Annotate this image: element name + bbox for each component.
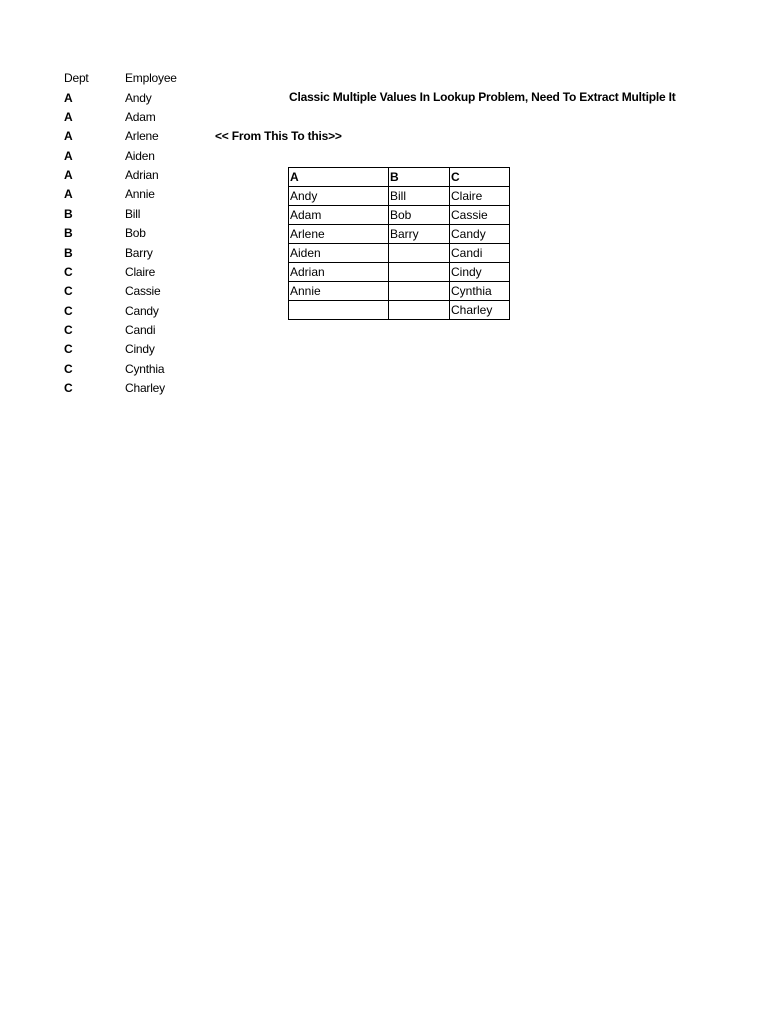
employee-cell: Bob [125, 226, 146, 240]
result-header-cell: C [450, 168, 510, 187]
problem-headline: Classic Multiple Values In Lookup Problem, Need To Extract Multiple It [289, 90, 676, 104]
result-cell: Claire [450, 187, 510, 206]
source-row [64, 379, 205, 398]
dept-cell: A [64, 91, 73, 105]
result-cell: Candi [450, 244, 510, 263]
dept-cell: B [64, 226, 73, 240]
employee-cell: Aiden [125, 149, 155, 163]
result-cell: Aiden [289, 244, 389, 263]
result-cell [389, 263, 450, 282]
source-row [64, 205, 205, 224]
employee-cell: Claire [125, 265, 156, 279]
result-row [289, 282, 510, 301]
employee-cell: Candi [125, 323, 156, 337]
result-cell: Adam [289, 206, 389, 225]
result-cell: Annie [289, 282, 389, 301]
source-header-row [64, 69, 205, 88]
result-header-cell: A [289, 168, 389, 187]
source-row [64, 321, 205, 340]
dept-cell: B [64, 246, 73, 260]
source-row [64, 302, 205, 321]
source-row [64, 340, 205, 359]
dept-cell: B [64, 207, 73, 221]
result-row [289, 244, 510, 263]
result-table [288, 167, 510, 320]
result-row [289, 206, 510, 225]
source-row [64, 263, 205, 282]
source-row [64, 282, 205, 301]
dept-cell: C [64, 381, 73, 395]
result-cell [289, 301, 389, 320]
employee-cell: Cassie [125, 284, 161, 298]
dept-cell: A [64, 187, 73, 201]
result-row [289, 301, 510, 320]
dept-cell: C [64, 284, 73, 298]
source-row [64, 360, 205, 379]
employee-cell: Adrian [125, 168, 159, 182]
source-row [64, 166, 205, 185]
employee-cell: Charley [125, 381, 165, 395]
employee-header: Employee [125, 71, 177, 85]
result-cell: Arlene [289, 225, 389, 244]
result-row [289, 263, 510, 282]
dept-cell: A [64, 168, 73, 182]
employee-cell: Andy [125, 91, 152, 105]
result-cell: Charley [450, 301, 510, 320]
employee-cell: Candy [125, 304, 159, 318]
result-cell: Barry [389, 225, 450, 244]
result-cell [389, 282, 450, 301]
source-row [64, 147, 205, 166]
employee-cell: Cindy [125, 342, 155, 356]
dept-cell: C [64, 323, 73, 337]
employee-cell: Annie [125, 187, 155, 201]
result-cell: Candy [450, 225, 510, 244]
dept-cell: C [64, 265, 73, 279]
source-row [64, 127, 205, 146]
dept-header: Dept [64, 71, 89, 85]
result-cell [389, 244, 450, 263]
result-cell: Cassie [450, 206, 510, 225]
employee-cell: Arlene [125, 129, 159, 143]
dept-cell: A [64, 110, 73, 124]
result-cell: Bill [389, 187, 450, 206]
source-row [64, 89, 205, 108]
result-cell [389, 301, 450, 320]
employee-cell: Adam [125, 110, 156, 124]
source-row [64, 185, 205, 204]
dept-cell: C [64, 342, 73, 356]
result-cell: Andy [289, 187, 389, 206]
result-cell: Adrian [289, 263, 389, 282]
dept-cell: C [64, 362, 73, 376]
result-cell: Bob [389, 206, 450, 225]
dept-cell: A [64, 149, 73, 163]
result-cell: Cynthia [450, 282, 510, 301]
employee-cell: Bill [125, 207, 141, 221]
employee-cell: Cynthia [125, 362, 165, 376]
source-row [64, 224, 205, 243]
result-header-cell: B [389, 168, 450, 187]
result-row [289, 187, 510, 206]
from-to-note: << From This To this>> [215, 129, 342, 143]
employee-cell: Barry [125, 246, 153, 260]
dept-cell: C [64, 304, 73, 318]
dept-cell: A [64, 129, 73, 143]
result-header-row [289, 168, 510, 187]
result-row [289, 225, 510, 244]
result-cell: Cindy [450, 263, 510, 282]
source-row [64, 108, 205, 127]
source-row [64, 244, 205, 263]
